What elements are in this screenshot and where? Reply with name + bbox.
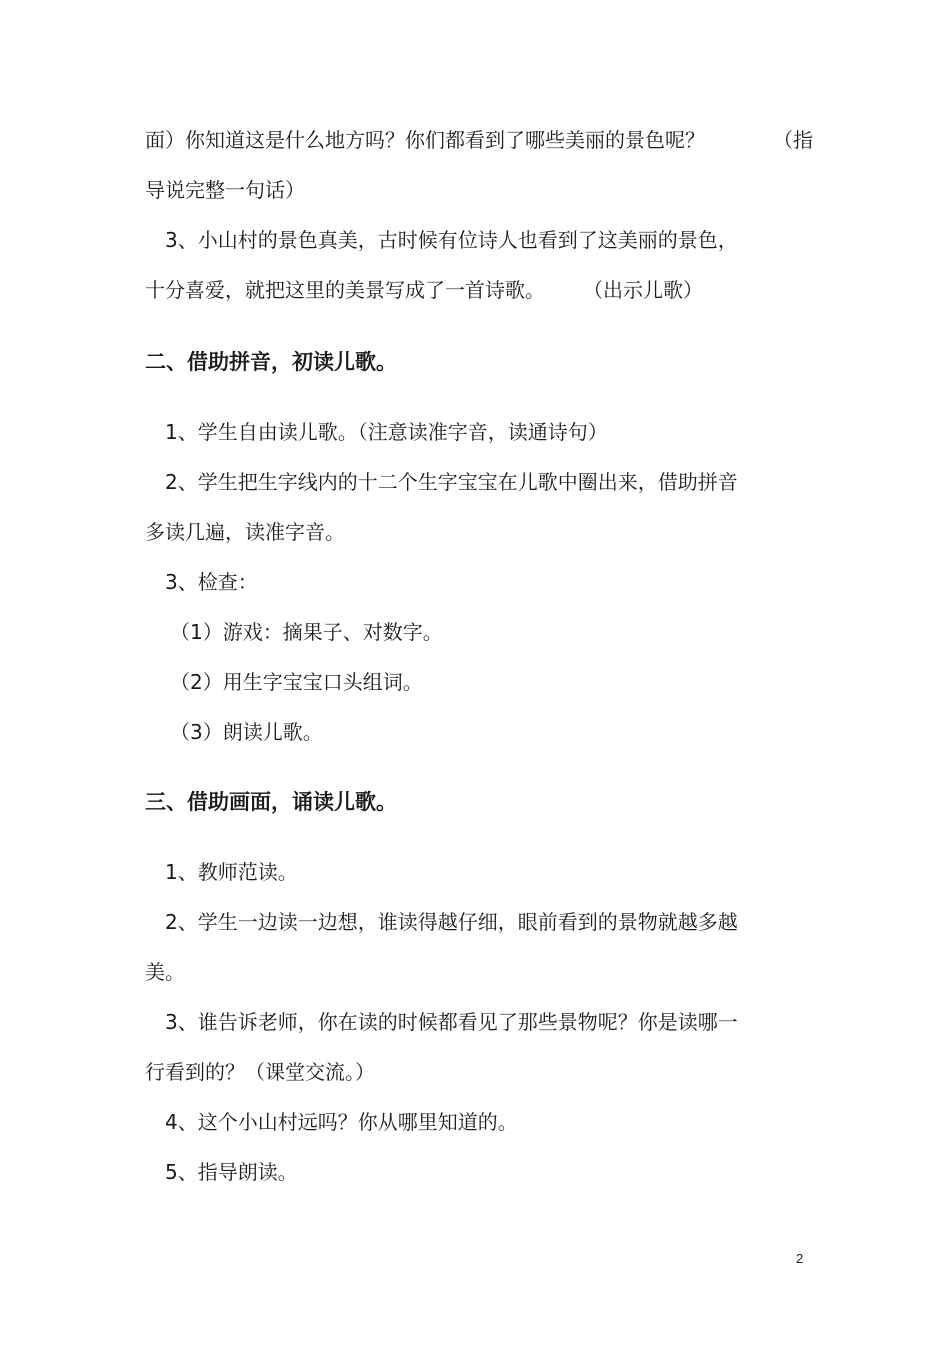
page-number: 2	[796, 1251, 804, 1266]
paragraph-line: 十分喜爱，就把这里的美景写成了一首诗歌。	[145, 278, 545, 302]
paragraph-line: （出示儿歌）	[583, 278, 703, 302]
list-item: 2、学生一边读一边想，谁读得越仔细，眼前看到的景物就越多越	[165, 910, 738, 934]
paragraph-line: 面）你知道这是什么地方吗？你们都看到了哪些美丽的景色呢？	[145, 128, 705, 152]
list-item: （3）朗读儿歌。	[170, 720, 323, 744]
list-item: 1、学生自由读儿歌。（注意读准字音，读通诗句）	[165, 420, 608, 444]
list-item: 3、谁告诉老师，你在读的时候都看见了那些景物呢？你是读哪一	[165, 1010, 738, 1034]
list-item: 美。	[145, 960, 185, 984]
list-item: 多读几遍，读准字音。	[145, 520, 345, 544]
section-heading: 三、借助画面，诵读儿歌。	[145, 790, 397, 814]
list-item: 4、这个小山村远吗？你从哪里知道的。	[165, 1110, 518, 1134]
paragraph-line: （指	[773, 128, 813, 152]
list-item: 行看到的？（课堂交流。）	[145, 1060, 375, 1084]
list-item: 2、学生把生字线内的十二个生字宝宝在儿歌中圈出来，借助拼音	[165, 470, 738, 494]
list-item: 5、指导朗读。	[165, 1160, 298, 1184]
list-item: 3、检查：	[165, 570, 258, 594]
list-item: 1、教师范读。	[165, 860, 298, 884]
paragraph-line: 3、小山村的景色真美，古时候有位诗人也看到了这美丽的景色，	[165, 228, 738, 252]
list-item: （1）游戏：摘果子、对数字。	[170, 620, 443, 644]
paragraph-line: 导说完整一句话）	[145, 178, 305, 202]
list-item: （2）用生字宝宝口头组词。	[170, 670, 423, 694]
section-heading: 二、借助拼音，初读儿歌。	[145, 350, 397, 374]
